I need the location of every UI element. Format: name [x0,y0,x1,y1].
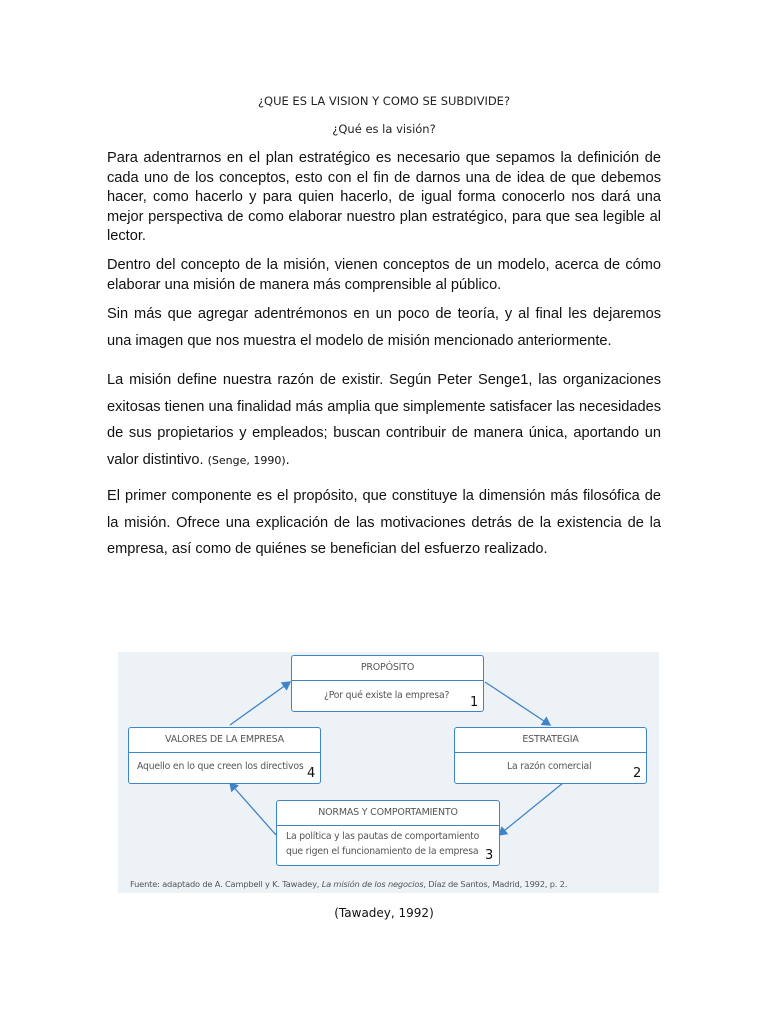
estrategia-text: La razón comercial [507,761,592,772]
proposito-box [291,655,484,712]
figure-source-book: La misión de los negocios [321,879,424,889]
paragraph-5: El primer componente es el propósito, que constituye la dimensión más filosófica de la misión. Ofrece una explicación de las motivaciones detrás de la existencia de la empresa, así como de quiénes se benefician del esfuerzo realizado. [107,488,661,557]
proposito-number: 1 [470,695,479,710]
figure-caption: (Tawadey, 1992) [334,906,434,920]
paragraph-4-period: . [285,451,290,468]
mission-model-diagram [118,652,659,893]
normas-heading: NORMAS Y COMPORTAMIENTO [277,801,499,826]
proposito-heading: PROPÓSITO [292,656,483,681]
paragraph-3: Sin más que agregar adentrémonos en un poco de teoría, y al final les dejaremos una imagen que nos muestra el modelo de misión mencionado anteriormente. [107,306,661,349]
figure-source-suffix: , Díaz de Santos, Madrid, 1992, p. 2. [423,879,568,889]
proposito-text: ¿Por qué existe la empresa? [324,690,450,701]
arrow-normas-to-valores [230,783,276,835]
arrow-proposito-to-estrategia [485,682,550,725]
valores-number: 4 [307,766,316,781]
estrategia-heading: ESTRATEGIA [455,728,646,753]
arrow-estrategia-to-normas [499,783,563,835]
paragraph-4 [107,367,661,474]
document-subtitle: ¿Qué es la visión? [332,122,436,136]
normas-text-line-2: que rigen el funcionamiento de la empresa [286,846,479,857]
paragraph-4-text: La misión define nuestra razón de existir. Según Peter Senge1, las organizaciones exitosas tienen una finalidad más amplia que simplemente satisfacer las necesidades de sus propietarios y empleados; buscan contribuir de manera única, aportando un valor distintivo. [107,372,661,468]
figure-source-prefix: Fuente: adaptado de A. Campbell y K. Tawadey, [130,879,322,889]
paragraph-4-citation: (Senge, 1990) [207,453,286,467]
estrategia-number: 2 [633,766,642,781]
normas-number: 3 [485,848,494,863]
valores-heading: VALORES DE LA EMPRESA [129,728,320,753]
normas-text-line-1: La política y las pautas de comportamiento [286,831,480,842]
document-title: ¿QUE ES LA VISION Y COMO SE SUBDIVIDE? [257,94,511,108]
estrategia-box [454,727,647,784]
normas-box [276,800,500,866]
paragraph-2: Dentro del concepto de la misión, vienen conceptos de un modelo, acerca de cómo elaborar una misión de manera más comprensible al público. [107,257,661,293]
figure-source [130,879,567,889]
valores-text: Aquello en lo que creen los directivos [137,761,304,772]
valores-box [128,727,321,784]
arrow-valores-to-proposito [230,682,290,725]
paragraph-1: Para adentrarnos en el plan estratégico es necesario que sepamos la definición de cada uno de los conceptos, esto con el fin de darnos una de idea de que debemos hacer, como hacerlo y para quien hacerlo, de igual forma conocerlo nos dará una mejor perspectiva de como elaborar nuestro plan estratégico, para que sea legible al lector. [107,150,661,244]
